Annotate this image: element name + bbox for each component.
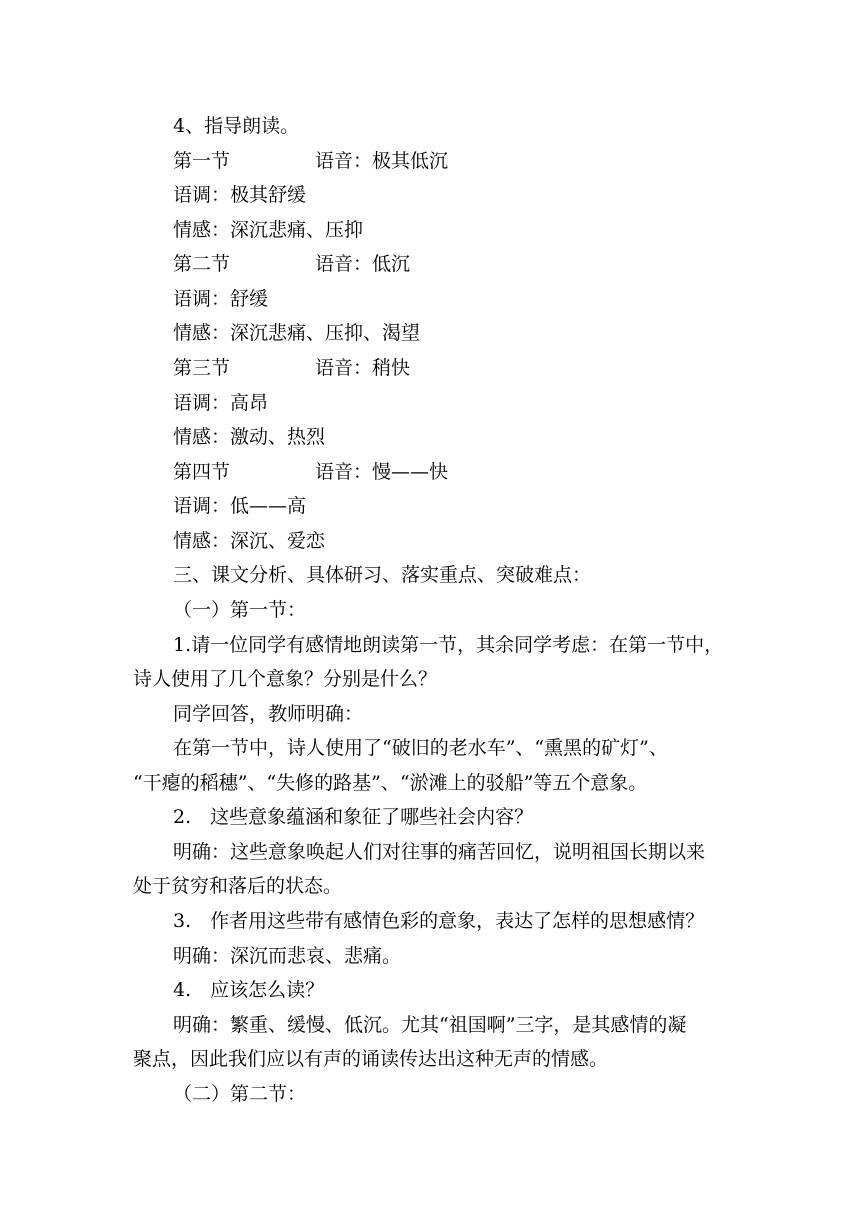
subsection-heading-1: （一）第一节：	[173, 599, 307, 621]
section3-title: 第三节	[173, 357, 231, 379]
question-4: 4. 应该怎么读？	[173, 979, 325, 1001]
answer-1-line-2: “干瘪的稻穗”、“失修的路基”、“淤滩上的驳船”等五个意象。	[133, 772, 648, 794]
section4-title: 第四节	[173, 461, 231, 483]
section2-emotion: 情感：深沉悲痛、压抑、渴望	[173, 322, 421, 344]
question-1-line-1: 1.请一位同学有感情地朗读第一节，其余同学考虑：在第一节中，	[173, 634, 724, 656]
section4-voice-row	[173, 460, 449, 484]
answer-2-line-1: 明确：这些意象唤起人们对往事的痛苦回忆，说明祖国长期以来	[173, 841, 706, 863]
subsection-heading-2: （二）第二节：	[173, 1083, 307, 1105]
section1-emotion: 情感：深沉悲痛、压抑	[173, 219, 364, 241]
answer-1-line-1: 在第一节中，诗人使用了“破旧的老水车”、“熏黑的矿灯”、	[173, 737, 668, 759]
section2-voice-row	[173, 252, 411, 276]
question-3: 3. 作者用这些带有感情色彩的意象，表达了怎样的思想感情？	[173, 910, 705, 932]
answer-4-line-2: 聚点，因此我们应以有声的诵读传达出这种无声的情感。	[133, 1048, 609, 1070]
section2-title: 第二节	[173, 253, 231, 275]
section3-tone: 语调：高昂	[173, 392, 269, 414]
section1-tone: 语调：极其舒缓	[173, 184, 307, 206]
question-1-line-2: 诗人使用了几个意象？分别是什么？	[133, 668, 438, 690]
section2-tone: 语调：舒缓	[173, 288, 269, 310]
section4-tone: 语调：低——高	[173, 495, 307, 517]
section1-voice-row	[173, 149, 449, 173]
answer-3: 明确：深沉而悲哀、悲痛。	[173, 945, 402, 967]
answer-2-line-2: 处于贫穷和落后的状态。	[133, 875, 343, 897]
reading-guide-heading: 4、指导朗读。	[173, 115, 300, 137]
section3-voice: 语音：稍快	[315, 357, 411, 379]
section-heading-analysis: 三、课文分析、具体研习、落实重点、突破难点：	[173, 564, 592, 586]
section3-voice-row	[173, 356, 411, 380]
section4-emotion: 情感：深沉、爱恋	[173, 530, 326, 552]
answer-intro: 同学回答，教师明确：	[173, 703, 364, 725]
section3-emotion: 情感：激动、热烈	[173, 426, 326, 448]
section1-voice: 语音：极其低沉	[315, 150, 449, 172]
section1-title: 第一节	[173, 150, 231, 172]
section2-voice: 语音：低沉	[315, 253, 411, 275]
question-2: 2. 这些意象蕴涵和象征了哪些社会内容？	[173, 806, 534, 828]
section4-voice: 语音：慢——快	[315, 461, 449, 483]
answer-4-line-1: 明确：繁重、缓慢、低沉。尤其“祖国啊”三字，是其感情的凝	[173, 1014, 687, 1036]
